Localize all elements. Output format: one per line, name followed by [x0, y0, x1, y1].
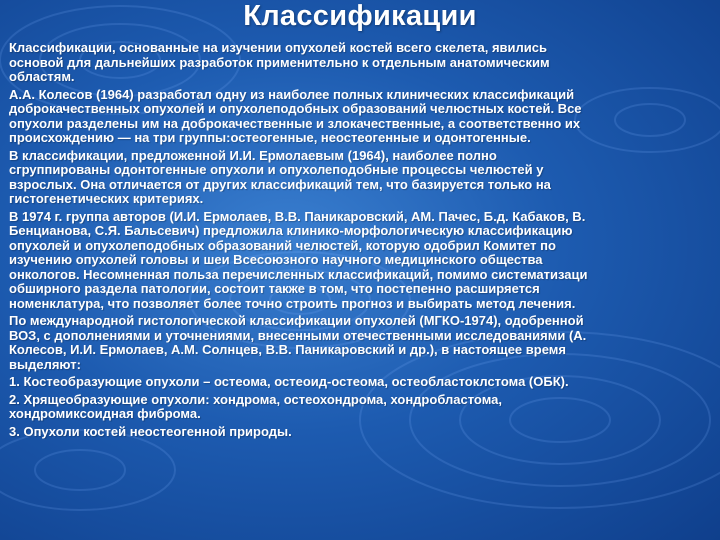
paragraph [9, 314, 717, 372]
paragraph [9, 393, 717, 422]
text-line: выделяют: [9, 357, 81, 372]
text-line: основой для дальнейших разработок применительно к отдельным анатомическим [9, 55, 550, 70]
paragraph [9, 149, 717, 207]
text-line: онкологов. Несомненная польза перечисленных классификаций, помимо систематизаци [9, 267, 588, 282]
text-line: изучению опухолей головы и шеи Всесоюзного научного медицинского общества [9, 253, 543, 267]
paragraph [9, 41, 717, 85]
text-line: В классификации, предложенной И.И. Ермолаевым (1964), наиболее полно [9, 148, 497, 163]
text-line: 3. Опухоли костей неостеогенной природы. [9, 424, 292, 439]
text-line: опухоли разделены им на доброкачественные и злокачественные, а соответственно их [9, 116, 581, 131]
text-line: По международной гистологической классификации опухолей (МГКО-1974), одобренной [9, 314, 584, 328]
text-line: Классификации, основанные на изучении опухолей костей всего скелета, явились [9, 41, 548, 55]
paragraph [9, 88, 717, 146]
text-line: сгруппированы одонтогенные опухоли и опухолеподобные процессы челюстей у [9, 163, 544, 177]
text-line: номенклатура, что позволяет более точно строить прогноз и выбирать метод лечения. [9, 296, 576, 311]
slide-body [9, 41, 717, 442]
text-line: гистогенетических критериях. [9, 192, 204, 206]
text-line: ВОЗ, с дополнениями и уточнениями, внесенными отечественными исследованиями (А. [9, 328, 587, 343]
text-line: обширного раздела патологии, состоит также в том, что постепенно расширяется [9, 282, 540, 296]
paragraph [9, 210, 717, 312]
text-line: областям. [9, 70, 75, 84]
text-line: 2. Хрящеобразующие опухоли: хондрома, остеохондрома, хондробластома, [9, 392, 502, 407]
text-line: Колесов, И.И. Ермолаев, А.М. Солнцев, В.В. Паникаровский и др.), в настоящее время [9, 343, 566, 357]
text-line: В 1974 г. группа авторов (И.И. Ермолаев, В.В. Паникаровский, АМ. Пачес, Б.д. Кабаков, В. [9, 209, 586, 224]
text-line: Бенцианова, С.Я. Бальсевич) предложила клинико-морфологическую классификацию [9, 224, 573, 238]
text-line: А.А. Колесов (1964) разработал одну из наиболее полных клинических классификаций [9, 87, 575, 102]
text-line: 1. Костеобразующие опухоли – остеома, остеоид-остеома, остеобластоклстома (ОБК). [9, 375, 569, 389]
slide-title: Классификации [243, 0, 477, 32]
text-line: опухолей и опухолеподобных образований челюстей, которую одобрил Комитет по [9, 238, 556, 253]
text-line: взрослых. Она отличается от других классификаций тем, что базируется только на [9, 177, 551, 192]
text-line: доброкачественных опухолей и опухолеподобных образований челюстных костей. Все [9, 102, 582, 116]
text-line: происхождению — на три группы:остеогенные, неостеогенные и одонтогенные. [9, 131, 531, 145]
text-line: хондромиксоидная фиброма. [9, 407, 201, 421]
paragraph [9, 375, 717, 390]
paragraph [9, 425, 717, 440]
